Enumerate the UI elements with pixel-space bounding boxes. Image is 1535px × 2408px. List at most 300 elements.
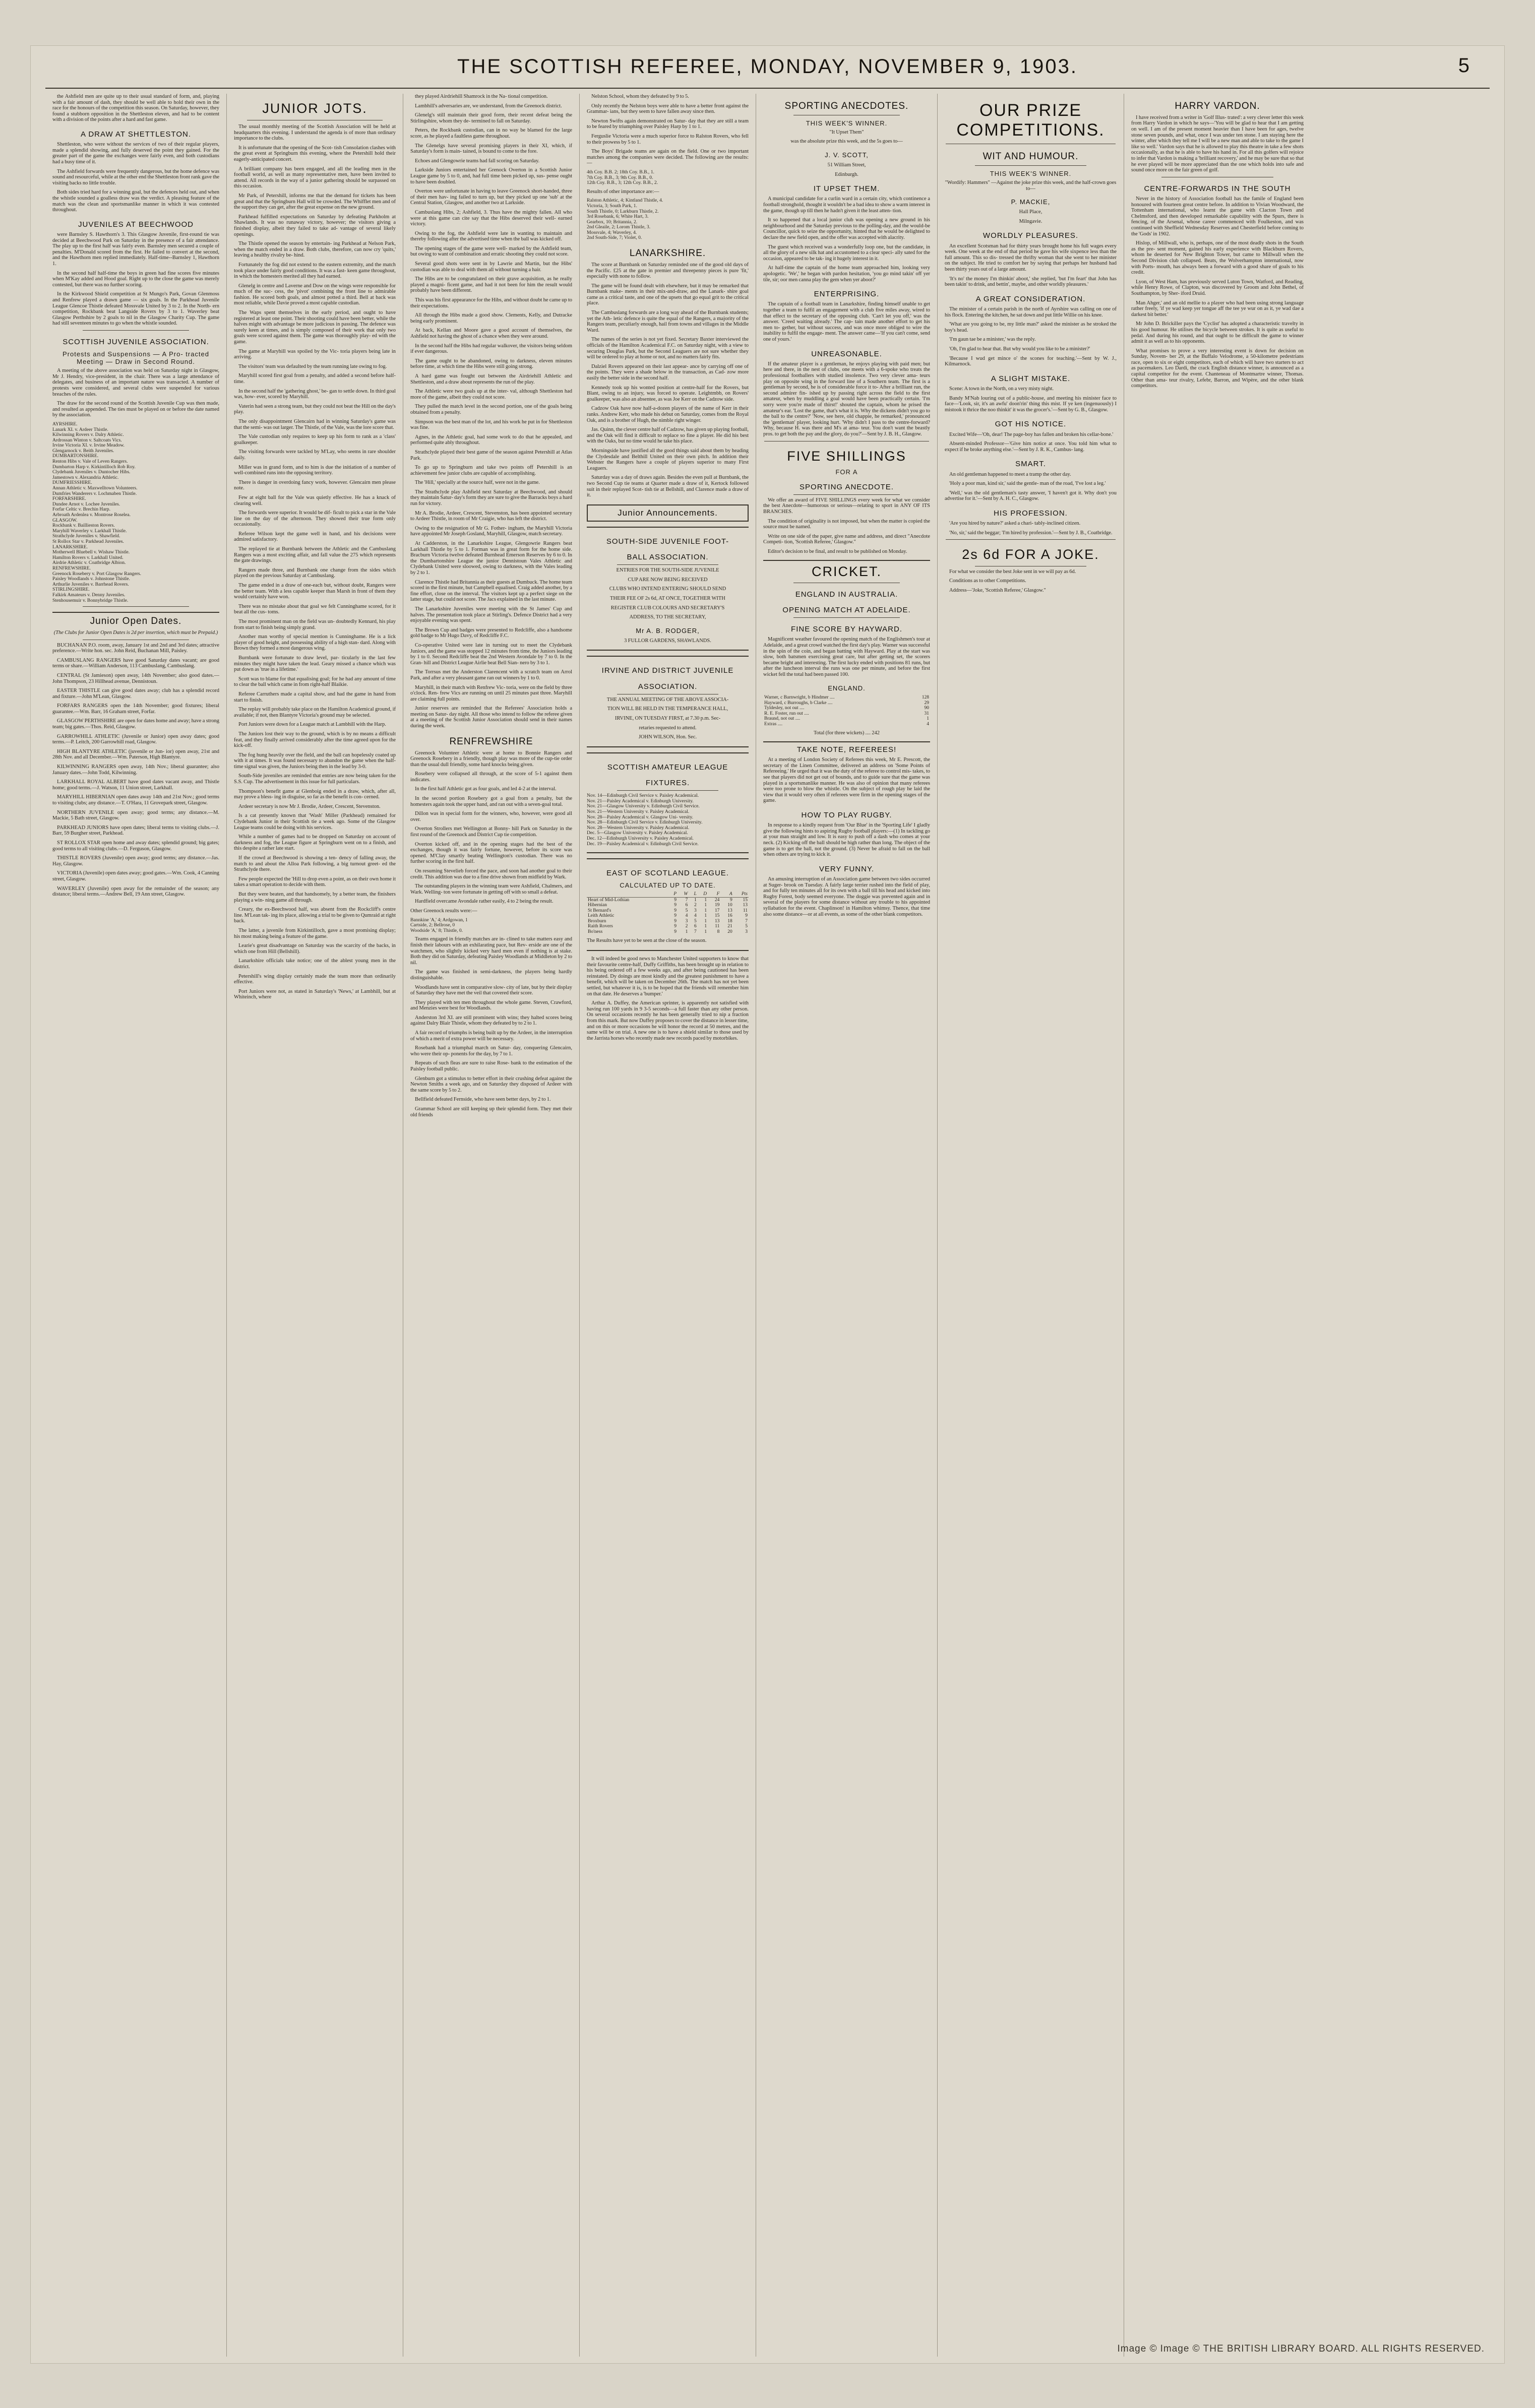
classified-ad: CENTRAL (St Jamieson) open away, 14th November; also good dates.—John Thompson, 23 Hillhead avenue, Dennistoun.	[52, 672, 219, 684]
body-text: Repeats of such fleas are sure to raise Rose- bank to the estimation of the Paisley football public.	[410, 1060, 572, 1072]
body-text: Maryhill, in their match with Renfrew Vic- toria, were on the field by three o'clock. Ren- frew Vics are running on until 25 minutes past three. Maryhill are claiming full points.	[410, 684, 572, 702]
table-row	[587, 913, 749, 919]
heading-junior-announcements: Junior Announcements.	[587, 504, 749, 522]
body-text: Magnificent weather favoured the opening match of the Englishmen's tour at Adelaide, and a great crowd watched the first day's play. Warner was successful in the spin of the coin, and began batting with Hayward. Play at the start was slow, both batsmen exercising great care, but after getting set, the scorers became bright and interesting. The first lucky ended with positions 81 runs, but after the luncheon interval the runs was one per minute, and before the first wicket fell the total had been passed 100.	[763, 637, 930, 677]
body-text: In the second half the Hibs had regular walkover, the visitors being seldom if ever dangerous.	[410, 343, 572, 355]
greenock-results-list	[410, 918, 572, 934]
club-name: Bo'ness	[588, 929, 603, 934]
announcement-south-side-juvenile	[587, 527, 749, 651]
ssj-head-line2: BALL ASSOCIATION.	[627, 552, 709, 561]
heading-got-his-notice: GOT HIS NOTICE.	[995, 420, 1067, 429]
body-text: Scott was to blame for that equalising goal; for he had any amount of time to clear the ball which came in from right-half Blaikie.	[234, 676, 396, 688]
column-4-tail	[587, 956, 749, 1041]
body-text: The Juniors lost their way to the ground, which is by no means a difficult feat, and they finally arrived considerably after the time agreed upon for the kick-off.	[234, 731, 396, 749]
body-text: The minister of a certain parish in the north of Ayrshire was calling on one of his flock. Entering the kitchen, he sat down and put little Willie on his knee.	[945, 306, 1117, 318]
wit-winner-address-1: Hall Place,	[1019, 209, 1042, 215]
heading-how-to-play-rugby: HOW TO PLAY RUGBY.	[801, 811, 892, 820]
masthead-rule	[45, 88, 1490, 89]
body-text: Lambhill's adversaries are, we understand, from the Greenock district.	[415, 103, 562, 109]
body-text: Cambuslang Hibs, 2; Ashfield, 3. Thus have the mighty fallen. All who were at this game can cite say that the Hibs deserved their well- earned victory.	[410, 209, 572, 227]
ssj-secretary-name: Mr A. B. RODGER,	[636, 626, 700, 635]
stat-cell: 5	[685, 908, 688, 913]
body-text: A hard game was fought out between the Airdriehill Athletic and Shettleston, and a draw about represents the run of the play.	[410, 373, 572, 385]
body-text: The Brown Cup and badges were presented to Redcliffe, also a handsome gold badge to Mr Hugo Davy, of Redcliffe F.C.	[410, 627, 572, 639]
runs-scored: 1	[927, 716, 929, 722]
column-grid	[45, 94, 1490, 2357]
ssj-line3: CLUBS WHO INTEND ENTERING SHOULD SEND	[609, 586, 726, 592]
stat-cell: 9	[729, 897, 732, 903]
prize-condition-4: Editor's decision to be final, and result to be published on Monday.	[768, 548, 907, 554]
wit-winner-name: P. MACKIE,	[1011, 198, 1051, 206]
body-text: Overton were unfortunate in having to leave Greenock short-handed, three of their men hav- ing failed to turn up, but they picked up one 'sub' at the Central Station, Glasgow, and another two at Larkside.	[410, 188, 572, 206]
body-text: The Hibs are to be congratulated on their grave acquisition, as he really played a magni- ficent game, and had it not been for him the result would probably have been different.	[410, 276, 572, 294]
result-line: 2nd South-Side, 7; Violet, 0.	[587, 235, 642, 241]
column-3	[403, 94, 580, 2357]
heading-worldly-pleasures: WORLDLY PLEASURES.	[983, 231, 1079, 240]
east-of-scotland-league-table	[587, 858, 749, 951]
body-text: Excited Wife—'Oh, dear! The page-boy has fallen and broken his cellar-bone.'	[949, 431, 1114, 437]
body-text: They pulled the match level in the second portion, one of the goals being obtained from a penalty.	[410, 404, 572, 415]
stat-cell: 9	[745, 913, 748, 919]
heading-smart: SMART.	[1015, 460, 1046, 469]
body-text: The Ashfield forwards were frequently dangerous, but the home defence was sound and resourceful, while at the other end the Shettleston front rank gave the visiting backs no little trouble.	[52, 168, 219, 186]
body-text: At half-time the captain of the home team approached him, looking very apologetic. 'We',' he began with pardon hesitation, 'you go mind takin' off yer tile, sir; oor men canna play the gem when yer aboot?'	[763, 265, 930, 283]
scorecard-team-label: ENGLAND.	[828, 684, 866, 692]
heading-renfrewshire: RENFREWSHIRE	[449, 736, 533, 747]
runs-scored: 29	[924, 700, 929, 706]
classified-ad: GARROWHILL ATHLETIC (Juvenile or Junior) open away dates; good terms.—P. Leitch, 200 Garrowhill road, Glasgow.	[52, 733, 219, 745]
body-text: The replay will probably take place on the Hamilton Academical ground, if available; if not, then Blantyre Victoria's ground may be selected.	[234, 707, 396, 718]
stat-cell: 5	[694, 918, 697, 924]
junior-jots-body	[234, 124, 396, 1000]
body-text: If the amateur player is a gentleman, he enjoys playing with paid men; but here and there, in the nest of clubs, one meets with a 6-spoke who treats the professional footballers with studied insolence. Two very clever ama- teurs play on opposite wing in the forward line of a Southern team. The first is a gentleman by second, he is of considerable force it to- After a brilliant run, the second admirer fin- ished up by passing right across the field to the first amateur, when by muddling a goal would have been practically certain. 'I'm sorry were you're made of thirst!' shouted the captain, whom he prised the amateur's ear. 'Lost the game, that's what it is. Why the dickens didn't you go to the ball to the centre?' 'Now, see here, old chappie, he remarked,' pronounced the 'gentleman' player, looking hurt. 'Why didn't I pass to the centre-forward? Why, because H. was there and M's at ama- teur. You don't want the beastly pros. to get both the pay and the glory, do you?'—Sent by J. B. H., Glasgow.	[763, 361, 930, 437]
heading-unreasonable: UNREASONABLE.	[811, 349, 882, 358]
copyright-icon: Image ©	[1117, 2343, 1157, 2354]
body-text: Another man worthy of special mention is Cunninghame. He is a lick player of good height, and possessing ability of a high stan- dard. Along with Brown they formed a most dangerous wing.	[234, 634, 396, 652]
body-text: The Lanarkshire Juveniles were meeting with the St James' Cup and halves. The presentation took place at Stirling's. Defence District had a very enjoyable evening was spent.	[410, 606, 572, 624]
body-text: Peters, the Rockbank custodian, can in no way be blamed for the large score, as he played a faultless game throughout.	[410, 128, 572, 139]
body-text: The game was finished in semi-darkness, the players being hardly distinguishable.	[410, 969, 572, 981]
joke-condition-2: Conditions as to other Competitions.	[949, 578, 1026, 584]
stat-cell: 9	[674, 897, 677, 903]
batsman-dismissal: Braund, not out ....	[764, 716, 801, 722]
league-table-header	[587, 892, 749, 897]
body-text: Only recently the Nelston boys were able to have a better front against the Grammar- ians, but they seem to have fallen away since then.	[587, 103, 749, 115]
stat-cell: 17	[714, 908, 720, 913]
classified-ad: VICTORIA (Juvenile) open dates away; good gates.—Wm. Cook, 4 Canning street, Glasgow.	[52, 870, 219, 882]
body-text: Owing to the fog, the Ashfield were late in wanting to maintain and thereby following after the advertised time when the ball was kicked off.	[410, 230, 572, 242]
table-row	[763, 706, 930, 711]
league-table-col-header: D	[698, 892, 708, 897]
league-table	[587, 892, 749, 934]
ssj-line1: ENTRIES FOR THE SOUTH-SIDE JUVENILE	[616, 567, 719, 574]
body-text: the Ashfield men are quite up to their usual standard of form, and, playing with a fair amount of dash, they should be well able to hold their own in the race for the honours of the competition this season. On Saturday, however, they found a stubborn opposition in the Shettleston eleven, and had to be content with a division of the points after a hard and fast game.	[52, 94, 219, 123]
body-text: Larkside Juniors entertained her Grenock Overton in a Scottish Junior League game by 5 to 0, and, had full time been picked up, sus- pense ought to have been doubled.	[410, 167, 572, 185]
stat-cell: 3	[694, 908, 697, 913]
stat-cell: 9	[674, 913, 677, 919]
heading-slight-mistake: A SLIGHT MISTAKE.	[991, 374, 1071, 383]
body-text: Junior reserves are reminded that the Referees' Association holds a meeting on Satur- day night. All those who intend to follow the referee given at a meeting of the Scottish Junior Association should send in their names during the week.	[410, 706, 572, 729]
column-3-body	[410, 94, 572, 729]
body-text: This was his first appearance for the Hibs, and without doubt he came up to their expectations.	[410, 297, 572, 309]
body-text: Rangers made three, and Burnbank one change from the sides which played on the previous Saturday at Cambuslang.	[234, 567, 396, 579]
stat-cell: 3	[745, 929, 748, 934]
scottish-amateur-league-fixtures	[587, 752, 749, 853]
wit-winner-text: "Wordify: Hammers" —Against the joke prize this week, and the half-crown goes to—	[945, 180, 1117, 192]
body-text: All through the Hibs made a good show. Clements, Kelly, and Dutracke being early prominent.	[410, 312, 572, 324]
league-table-col-header: W	[678, 892, 689, 897]
fixture-line: Dec. 19—Paisley Academical v. Edinburgh Civil Service.	[587, 841, 699, 847]
body-text: Echoes and Glengowrie teams had fall scoring on Saturday.	[415, 158, 540, 164]
stat-cell: 11	[743, 908, 748, 913]
body-text: The most prominent man on the field was un- doubtedly Kennard, his play from start to finish being simply grand.	[234, 619, 396, 630]
club-name: Raith Rovers	[588, 924, 613, 929]
stat-cell: 9	[674, 924, 677, 929]
body-text: The Cambuslang forwards are a long way ahead of the Burnbank students; yet the Ath- letic defence is quite the equal of the Rangers, a majority of the Rangers team, peculiarly enough, hail from towns and villages in the Middle Ward.	[587, 310, 749, 333]
body-text: Dillon was in special form for the winners, who, however, were good all over.	[410, 811, 572, 822]
classified-ads-list	[52, 643, 219, 898]
body-text: At a meeting of London Society of Referees this week, Mr E. Prescott, the secretary of the Linen Committee, delivered an address on 'Some Points of Refereeing.' He urged that it was the duty of the referee to control mis- takes, to see that players did not get out of bounds, and to guide sure that the game was played in a sportsmanlike manner. He was also of opinion that many referees were too prone to blow the whistle. On the subject of rough play he laid the view that it would very often if referees were firm in the opening stages of the game.	[763, 757, 930, 804]
irvine-line3: IRVINE, ON TUESDAY FIRST, at 7.30 p.m. Sec-	[615, 715, 721, 721]
fixture-line: Nov. 28—Western University v. Paisley Academical.	[587, 825, 690, 831]
prize-condition-2: The condition of originality is not imposed, but when the matter is copied the source must be named.	[763, 518, 930, 530]
body-text: Owing to the resignation of Mr G. Fother- ingham, the Maryhill Victoria have appointed Mr Joseph Gosland, Maryhill, Glasgow, match secretary.	[410, 525, 572, 537]
body-text: Nelston School, whom they defeated by 9 to 5.	[591, 94, 689, 99]
batsman-dismissal: Tyldesley, not out ....	[764, 706, 805, 711]
body-text: Thompson's benefit game at Glenboig ended in a draw, which, after all, may prove a bless- ing in disguise, so far as the benefit is con- cerned.	[234, 788, 396, 800]
body-text: they played Airdriehill Shamrock in the Na- tional competition.	[415, 94, 548, 99]
classified-ad: PARKHEAD JUNIORS have open dates; liberal terms to visiting clubs.—J. Barr, 59 Burgher street, Parkhead.	[52, 825, 219, 837]
body-text: The fog hung heavily over the field, and the ball can hopelessly coated up with it at times. It was found necessary to abandon the game when the half-time signal was given, the Juniors being then in the lead by 3-0.	[234, 752, 396, 770]
fixture-line: Dec. 5—Glasgow University v. Paisley Academical.	[587, 831, 688, 836]
stat-cell: 1	[704, 908, 707, 913]
body-text: Mr John D. Brickiller pays the 'Cyclist' has adopted a characteristic travelty in his good humour. He utilises the bicycle between strokes. It is quite as useful to pedal. And during his round, and that ought to be difficult the game to winner admit it as well as to his opponents.	[1131, 321, 1304, 345]
body-text: The forwards were superior. It would be dif- ficult to pick a star in the Vale line on the day of the afternoon. They showed their true form only occasionally.	[234, 510, 396, 528]
classified-ad: CAMBUSLANG RANGERS have good Saturday dates vacant; are good terms or share.—William Anderson, 113 Cambuslang, Cambuslang.	[52, 657, 219, 669]
club-name: Leith Athletic	[588, 913, 615, 919]
table-row	[587, 897, 749, 903]
heading-it-upset-them: IT UPSET THEM.	[813, 184, 880, 194]
eosl-head: EAST OF SCOTLAND LEAGUE.	[606, 869, 729, 878]
body-text: Morningside have justified all the good things said about them by heading the Clydesdale and Belthill United on their own pitch. In addition their Webster the Rangers have a couple of players superior to many First Leaguers.	[587, 448, 749, 471]
body-text: A meeting of the above association was held on Saturday night in Glasgow, Mr J. Hendry, vice-president, in the chair. There was a large attendance of delegates, and business of an important nature was transacted. A number of protests were considered, and several clubs were suspended for various breaches of the rules.	[52, 368, 219, 397]
stat-cell: 7	[745, 918, 748, 924]
body-text: Few people expected the 'Hill to drop even a point, as on their own home it takes a smart operation to decide with them.	[234, 876, 396, 888]
body-text: Greenock Volunteer Athletic were at home to Bonnie Rangers and Greenock Rosebery in a friendly, though play was more of the cup-tie order than the usual dull friendly, some hard knocks being given.	[410, 750, 572, 768]
stat-cell: 19	[714, 903, 720, 908]
body-text: South-Side juveniles are reminded that entries are now being taken for the S.S. Cup. The advertisement in this issue for full particulars.	[234, 773, 396, 785]
body-text: Fortunately the fog did not extend to the eastern extremity, and the match took place under fairly good conditions. It was a fast- keen game throughout, in which the homesters merited all they had earned.	[234, 262, 396, 280]
league-table-body	[587, 897, 749, 934]
body-text: Learie's great disadvantage on Saturday was the scarcity of the backs, in which one from Hill (Bellshill).	[234, 943, 396, 955]
body-text: Both sides tried hard for a winning goal, but the defences held out, and when the whistle sounded a goalless draw was the verdict. A pleasing feature of the match was the clean and sportsmanlike manner in which it was contested throughout.	[52, 189, 219, 213]
stat-cell: 2	[694, 903, 697, 908]
body-text: Is a cat presently known that 'Wash' Miller (Parkhead) remained for Clydebank Junior in their Scottish tie a week ago. Some of the Glasgow League teams could be doing with his services.	[234, 813, 396, 831]
divider	[83, 330, 189, 331]
divider	[975, 165, 1086, 166]
classified-ad: FORFARS RANGERS open the 14th November; good fixtures; liberal guarantee.—Wm. Barr, 16 Graham street, Forfar.	[52, 703, 219, 715]
ssj-line6: ADDRESS, TO THE SECRETARY,	[629, 614, 706, 620]
body-text: The latter, a juvenile from Kirkintilloch, gave a most promising display; his most making being a feature of the game.	[234, 927, 396, 939]
ssj-secretary-address: 3 FULLOR GARDENS, SHAWLANDS.	[624, 638, 711, 644]
body-text: Few at eight ball for the Vale was quietly effective. He has a knack of clearing well.	[234, 494, 396, 506]
stat-cell: 24	[714, 897, 720, 903]
other-results-list	[587, 198, 749, 241]
body-text: 'I'm gaun tae be a minister,' was the reply.	[949, 337, 1036, 343]
scorecard-total: Total (for three wickets) .... 242	[813, 730, 880, 736]
heading-junior-open-dates: Junior Open Dates.	[52, 612, 219, 627]
club-name: Hibernian	[588, 903, 607, 908]
result-line: South Thistle, 0; Larkburn Thistle, 2.	[587, 209, 659, 214]
body-text: The names of the series is not yet fixed. Secretary Baxter interviewed the officials of the Hamilton Academical F.C. on Saturday night, with a view to securing Douglas Park, but the Second Leaguers are not sure whether they will be ordered to play at home or not, and no matters fairly fits.	[587, 337, 749, 360]
body-text: The Thistle opened the season by entertain- ing Parkhead at Nelson Park, when the match ended in a draw. Both clubs, therefore, can now cry 'quits,' leaving a healthy rivalry be- hind.	[234, 241, 396, 259]
stat-cell: 10	[727, 903, 732, 908]
body-text: At Cadderston, in the Lanarkshire League, Glengowrie Rangers beat Larkhall Thistle by 5 to 1. Forman was in great form for the home side. Bracburn Victoria twelve defeated Burnhead Emerson Reserves by 6 to 0. In the Dumbartonshire League the junior Dennistoun Vales Athletic and Clydebank United were sloowed, owing to darkness, with the Vales leading by 2 to 1.	[410, 541, 572, 576]
classified-ad: HIGH BLANTYRE ATHLETIC (juvenile or Jun- ior) open away, 21st and 28th Nov. and all December.—Wm. Paterson, High Blantyre.	[52, 748, 219, 761]
body-text: Cadzow Oak have now half-a-dozen players of the name of Kerr in their ranks. Andrew Kerr, who made his debut on Saturday, comes from the Royal Oak, and is a brother of Hugh, the nimble right winger.	[587, 406, 749, 423]
heading-very-funny: VERY FUNNY.	[819, 864, 875, 873]
stat-cell: 7	[694, 929, 697, 934]
prize-anecdote-label: SPORTING ANECDOTE.	[800, 482, 894, 491]
body-text: In the Kirkwood Shield competition at St Mungo's Park, Govan Glenmoss and Renfrew played a drawn game — six goals. In the Parkhead Juvenile League Glencoe Thistle defeated Mossvale United by 3 to 2. In the North- ern competition, Rockbank beat Langside Rovers by 3 to 1. Waverley beat Glasgow Perthshire by 2 goals to nil in the Glasgow Charity Cup. The game had still seventeen minutes to go when the whistle sounded.	[52, 291, 219, 327]
body-text: Parkhead fulfilled expectations on Saturday by defeating Parkholm at Shawlands. It was no runaway victory, however; the visitors giving a finished display, albeit they failed to take ad- vantage of several likely openings.	[234, 214, 396, 237]
body-text: On resuming Stevelieb forced the pace, and soon had another goal to their credit. This addition was due to a fine drive shown from midfield by Wark.	[410, 868, 572, 880]
heading-junior-jots: JUNIOR JOTS.	[262, 101, 367, 116]
stat-cell: 1	[704, 918, 707, 924]
body-text: The outstanding players in the winning team were Ashfield, Chalmers, and Wark. Welling- ton were fortunate in getting off with so small a defeat.	[410, 883, 572, 895]
classified-ad: WAVERLEY (Juvenile) open away for the remainder of the season; any distance; liberal terms.—Andrew Bell, 19 Ann street, Glasgow.	[52, 885, 219, 898]
paper-sheet	[30, 45, 1505, 2364]
body-text: The game at Maryhill was spoiled by the Vic- toria players being late in arriving.	[234, 348, 396, 360]
body-text: Mr Park, of Petershill, informs me that the demand for tickets has been great and that the Springburn Hall will be crowded. The Whifflet men and of the support they can get, after the great expense on the new ground.	[234, 193, 396, 211]
heading-draw-at-shettleston: A DRAW AT SHETTLESTON.	[81, 130, 191, 139]
body-text: An excellent Scotsman had for thirty years brought home his full wages every week. One week at the end of that period he gave his wife sixpence less than the full amount. This so dis- tressed the thrifty woman that she went to her minister on the subject. He tried to comfort her by saying that perhaps her husband had been thirty years out of a large amount.	[945, 243, 1117, 272]
body-text: Clarence Thistle had Britannia as their guests at Dumbuck. The home team scored in the first minute, but Campbell equalised. Craig added another, by a fine effort, close on the interval. The visitors kept up a perfect siege on the latter stage, but could not score. The Jacs explained in the last minute.	[410, 579, 572, 603]
body-text: Shettleston, who were without the services of two of their regular players, made a splendid showing, and fully deserved the point they gained. For the greater part of the game the exchanges were fairly even, and both custodians had a busy time of it.	[52, 142, 219, 165]
batsman-dismissal: Hayward, c Burroughs, b Clarke ....	[764, 700, 833, 706]
league-table-col-header: P	[668, 892, 678, 897]
stat-cell: 21	[727, 924, 732, 929]
body-text: But they were beaten, and that handsomely, by a better team, the finishers playing a win- ning game all through.	[234, 891, 396, 903]
announcement-irvine-district	[587, 656, 749, 747]
heading-enterprising: ENTERPRISING.	[814, 290, 880, 299]
stat-cell: 4	[685, 913, 688, 919]
stat-cell: 2	[685, 924, 688, 929]
table-row	[587, 903, 749, 908]
body-text: It so happened that a local junior club was opening a new ground in his neighbourhood and the Saturday previous to the polling-day, and the would-be Councillor, quick to seize the opportunity, hinted that he would be delighted to declare the new field open, and the offer was accepted with alacrity.	[763, 217, 930, 240]
body-text: Hardfield overcame Avondale rather easily, 4 to 2 being the result.	[415, 899, 554, 905]
table-row	[587, 929, 749, 935]
body-text: If the crowd at Beechwood is showing a ten- dency of falling away, the match to and about the Alloa Park following, a big turnout greet- ed the Strathclyde there.	[234, 855, 396, 873]
body-text: An old gentleman happened to meet a tramp the other day.	[949, 471, 1071, 477]
body-text: 'Because I wud get mince o' the scones for teaching.'—Sent by W. J., Kilmarnock.	[945, 355, 1117, 367]
body-text: The game will be found dealt with elsewhere, but it may be remarked that Burnbank make- ments in their mix-and-draw, and the Lanark- shire goal came as a critical taste, and one of the upsets that go equal grit to the critical place.	[587, 283, 749, 306]
stat-cell: 9	[674, 903, 677, 908]
body-text: 'Holy a poor man, kind sir,' said the gentle- man of the road, 'I've lost a leg.'	[949, 481, 1106, 487]
prize-condition-1: We offer an award of FIVE SHILLINGS every week for what we consider the best Anecdote—humorous or serious—relating to sport in ANY OF ITS BRANCHES.	[763, 497, 930, 515]
irvine-line2: TION WILL BE HELD IN THE TEMPERANCE HALL,	[607, 706, 728, 712]
heading-fine-score-hayward: FINE SCORE BY HAYWARD.	[791, 625, 902, 634]
stat-cell: 9	[674, 929, 677, 934]
body-text: Referee Wilson kept the game well in hand, and his decisions were admired satisfactory.	[234, 531, 396, 543]
league-table-col-header: L	[689, 892, 697, 897]
stat-cell: 13	[727, 908, 732, 913]
renfrewshire-body-continued	[410, 936, 572, 1118]
stat-cell: 1	[704, 913, 707, 919]
divider	[617, 790, 718, 791]
body-text: The replayed tie at Burnbank between the Athletic and the Cambuslang Rangers was a most exciting affair, and fall value the 275 which represents the gate drawings.	[234, 546, 396, 564]
library-credit	[1118, 2343, 1485, 2355]
heading-lanarkshire: LANARKSHIRE.	[629, 248, 706, 259]
body-text: Glenelg in centre and Laverne and Dow on the wings were responsible for much of the suc- cess, the 'pivot' combining the front line to admirable fashion. He scored both goals, and almost potted a third. Bell at back was most reliable, while Davie proved a most capable custodian.	[234, 283, 396, 306]
cricket-scorecard	[763, 695, 930, 727]
result-line: 3rd Rosebank, 6; White Hart, 3.	[587, 214, 649, 220]
stat-cell: 11	[715, 924, 720, 929]
body-text: The Torrsus met the Anderston Clarencent with a scratch team on Arrol Park, and after a very pleasant game ran out winners by 1 to 0.	[410, 669, 572, 681]
body-text: Simpson was the best man of the lot, and his work he put in for Shettleston was fine.	[410, 419, 572, 431]
joke-condition-1: For what we consider the best Joke sent in we will pay as 6d.	[949, 568, 1076, 575]
classified-ad: NORTHERN JUVENILE open away; good terms; any distance.—M. Mackie, 5 Bath street, Glasgow.	[52, 809, 219, 821]
club-name: Heart of Mid-Lothian	[588, 897, 630, 903]
table-row	[587, 924, 749, 929]
wit-winner-address-2: Milngavie.	[1019, 218, 1042, 224]
body-text: In response to a kindly request from 'Our Blue' in the 'Sporting Life' I gladly give the following hints to aspiring Rugby football players:—(1) In tackling go at your man straight and low. It is easy to push off a dash who comes at your neck. (2) Kicking off the ball should be high rather than long. The object of the game is to get the ball, not the ground. (3) Never be afraid to fall on the ball when others are trying to kick it.	[763, 822, 930, 858]
stat-cell: 1	[704, 924, 707, 929]
body-text: Hislop, of Millwall, who is, perhaps, one of the most deadly shots in the South as the pre- sent moment, gained his early experience with Blackburn Rovers, whom he deserted for New Brighton Tower, but came to Millwall when the Second Division club collapsed. Beats, the Wolverhampton international, now with Ports- mouth, has always been a forward with a good share of goals to his credit.	[1131, 240, 1304, 276]
page-number: 5	[1458, 54, 1469, 77]
body-text: They played with ten men throughout the whole game. Steven, Crawford, and Menzies were best for Woodlands.	[410, 999, 572, 1011]
credit-text: Image © THE BRITISH LIBRARY BOARD. ALL RIGHTS RESERVED.	[1160, 2343, 1485, 2354]
table-row	[587, 919, 749, 924]
stat-cell: 16	[727, 913, 732, 919]
stat-cell: 4	[694, 913, 697, 919]
body-text: Referee Carruthers made a capital show, and had the game in hand from start to finish.	[234, 691, 396, 703]
body-text: The Strathclyde play Ashfield next Saturday at Beechwood, and should they maintain Satur- day's form they are sure to give the Barracks boys a hard run for victory.	[410, 489, 572, 507]
body-text: Woodlands have sent in comparative slow- city of late, but by their display of Saturday they have met the veil that covered their score.	[410, 984, 572, 996]
result-line: Gearbox, 10; Britannia, 2.	[587, 219, 638, 225]
fixture-line: Nov. 28—Paisley Academical v. Glasgow Uni- versity.	[587, 814, 694, 820]
divider	[83, 606, 189, 607]
fixture-line: Nov. 28—Edinburgh Civil Service v. Edinburgh University.	[587, 820, 703, 826]
stat-cell: 1	[685, 929, 688, 934]
body-text: Glenburn got a stimulus to better effort in their crushing defeat against the Newton Smiths a week ago, and on Saturday they disposed of Ardeer with the same score by 5 to 2.	[410, 1075, 572, 1093]
classified-ad: LARKHALL ROYAL ALBERT have good dates vacant away, and Thistle home; good terms.—J. Watson, 11 Union street, Larkhall.	[52, 779, 219, 791]
heading-cricket: CRICKET.	[763, 560, 930, 580]
anecdote-winner-label: THIS WEEK'S WINNER.	[806, 119, 888, 127]
masthead	[30, 45, 1505, 89]
body-text: 'No, sir,' said the beggar; 'I'm hired by profession.'—Sent by J. B., Coatbridge.	[949, 530, 1113, 536]
body-text: 'Are you hired by nature?' asked a chari- tably-inclined citizen.	[949, 521, 1081, 527]
body-text: The Athletic were two goals up at the inter- val, although Shettleston had more of the game, albeit they could not score.	[410, 389, 572, 400]
runs-scored: 4	[927, 721, 929, 727]
column-2	[227, 94, 403, 2357]
heading-2s6d-for-a-joke: 2s 6d FOR A JOKE.	[962, 547, 1099, 562]
irvine-signature: JOHN WILSON, Hon. Sec.	[638, 734, 697, 740]
batsman-dismissal: R. E. Foster, run out ....	[764, 711, 809, 716]
result-line: Ralston Athletic, 4; Kintland Thistle, 4.	[587, 198, 663, 204]
stat-cell: 6	[685, 903, 688, 908]
stat-cell: 13	[743, 903, 748, 908]
body-text: Maryhill scored first goal from a penalty, and added a second before half-time.	[234, 373, 396, 385]
table-row	[763, 711, 930, 717]
ssj-line5: REGISTER CLUB COLOURS AND SECRETARY'S	[610, 605, 725, 611]
prize-for-label: FOR A	[835, 468, 858, 476]
body-text: 'Oh, I'm glad to hear that. But why would you like to be a minister?'	[949, 346, 1090, 352]
heading-scottish-juvenile-association: SCOTTISH JUVENILE ASSOCIATION.	[63, 337, 209, 346]
body-text: Bandy M'Nab louring out of a public-house, and meeting his minister face to face—'Look, sir, it's an awfu' doon'rin' thing this mist. If ye ken (ingenuously) I mistook it thrice the noo thinkit' it was the grocer's.'—Sent by G. B., Glasgow.	[945, 395, 1117, 413]
league-table-col-header: A	[720, 892, 733, 897]
boys-brigade-results	[587, 170, 749, 186]
stat-cell: 18	[727, 918, 732, 924]
body-text: The visiting forwards were tackled by M'Lay, who seems in rare shoulder daily.	[234, 449, 396, 461]
greenock-results-label: Other Greenock results were:—	[410, 908, 477, 914]
body-text: Port Juniors were down for a League match at Lambhill with the Harp.	[238, 722, 386, 728]
table-row	[763, 695, 930, 701]
league-table-col-header: F	[708, 892, 720, 897]
fixture-line: Nov. 21—Paisley Academical v. Edinburgh University.	[587, 798, 694, 804]
body-text: Absent-minded Professor—'Give him notice at once. You told him what to expect if he broke anything else.'—Sent by J. R. K., Cambus- lang.	[945, 441, 1117, 453]
stat-cell: 3	[685, 918, 688, 924]
anecdote-winner-name: J. V. SCOTT,	[825, 151, 869, 159]
body-text: Rosebery were collapsed all through, at the score of 5-1 against them indicates.	[410, 771, 572, 783]
body-text: Never in the history of Association football has the famile of England been honoured with fourteen great centre before. In addition to Vivian Woodward, the Tottenham international, who learnt the game with Clacton Town and Chelmsford, and then developed remarkable capability with the Spurs, there is fencing, of the Arsenal, whose career commenced with Foulkeston, and was continued with Sheffield Wednesday Reserves and Chesterfield before coming to the 'Gods' in 1902.	[1131, 196, 1304, 237]
body-text: A brilliant company has been engaged, and all the leading men in the football world, as well as many representative men, have been invited to attend. All records in the way of a junior gathering should be surpassed on this occasion.	[234, 166, 396, 189]
divider	[617, 564, 718, 565]
result-line: 7th Coy. B.B., 3; 9th Coy. B.B., 0.	[587, 175, 653, 180]
table-row	[763, 701, 930, 706]
body-text: In the second half half-time the boys in green had fine scores five minutes when M'Kay added and Hood goal. Right up to the close the game was merely contested, but there was no further scoring.	[52, 270, 219, 288]
body-text: The Vale custodian only requires to keep up his form to rank as a 'class' goalkeeper.	[234, 434, 396, 446]
open-dates-note: (The Clubs for Junior Open Dates is 2d per insertion, which must be Prepaid.)	[53, 629, 218, 636]
ssj-head-line1: SOUTH-SIDE JUVENILE FOOT-	[606, 537, 729, 546]
fixture-line: Nov. 14—Edinburgh Civil Service v. Paisley Academical.	[587, 793, 699, 799]
heading-juveniles-at-beechwood: JUVENILES AT BEECHWOOD	[78, 220, 194, 229]
runs-scored: 128	[922, 695, 929, 701]
fixture-line: Dec. 12—Edinburgh University v. Paisley Academical.	[587, 836, 694, 841]
ssj-line2: CUP ARE NOW BEING RECEIVED	[628, 577, 708, 583]
column-4	[580, 94, 756, 2357]
body-text: Ardeer secretary is now Mr J. Brodie, Ardeer, Crescent, Stevenston.	[238, 803, 381, 809]
body-text: Overton kicked off, and in the opening stages had the best of the exchanges, though it was fairly fortune, however, before its score was opened. M'Clay smartly beating Wellington's custodian. There was no further scoring in the first half.	[410, 841, 572, 865]
body-text: It will indeed be good news to Manchester United supporters to know that their favourite centre-half, Duffy Griffiths, has been brought up in relation to his being ordered off a few weeks ago, and after being cautioned has been reinstated. Dy doings are most kindly and the greatest punishment to have a benefit, which will be taken on December 26th. The match has not yet been settled, but whatever it is, is to be hoped that the friends will remember him on that date. He deserves a 'bumper.'	[587, 956, 749, 997]
body-text: 'What are you going to be, my little man?' asked the minister as he stroked the boy's head.	[945, 322, 1117, 333]
stat-cell: 8	[717, 929, 720, 934]
body-text: At back, Kellan and Moore gave a good account of themselves, the Ashfield not having the ghost of a chance when they were around.	[410, 328, 572, 339]
divider	[946, 539, 1116, 540]
heading-take-note-referees: TAKE NOTE, REFEREES!	[763, 741, 930, 754]
fixture-line: Nov. 21—Glasgow University v. Edinburgh Civil Service.	[587, 804, 700, 809]
stat-cell: 7	[685, 897, 688, 903]
juvenile-draw-list: AYRSHIRE. Lanark XI. v. Ardeer Thistle. Kilwinning Rovers v. Dalry Athletic. Ardrossan Winton v. Saltcoats Vics. Irvine Victoria XI. v. Irvine Meadow. Glengarnock v. Beith Juveniles. DUMBARTONSHIRE. Renton Hibs v. Vale of Leven Rangers. Dumbarton Harp v. Kirkintilloch Rob Roy. Clydebank Juveniles v. Duntocher Hibs. Jamestown v. Alexandria Athletic. DUMFRIESSHIRE. Annan Athletic v. Maxwelltown Volunteers. Dumfries Wanderers v. Lochmaben Thistle. FORFARSHIRE. Dundee Arnot v. Lochee Juveniles. Forfar Celtic v. Brechin Harp. Arbroath Ardenlea v. Montrose Roselea. GLASGOW. Rockbank v. Baillieston Rovers. Maryhill Waverley v. Larkhall Thistle. Strathclyde Juveniles v. Shawfield. St Rollox Star v. Parkhead Juveniles. LANARKSHIRE. Motherwell Bluebell v. Wishaw Thistle. Hamilton Rovers v. Larkhall United. Airdrie Athletic v. Coatbridge Albion. RENFREWSHIRE. Greenock Rosebery v. Port Glasgow Rangers. Paisley Woodlands v. Johnstone Thistle. Arthurlie Juveniles v. Barrhead Rovers. STIRLINGSHIRE. Falkirk Amateurs v. Denny Juveniles. Stenhousemuir v. Bonnybridge Thistle.	[52, 421, 142, 603]
body-text: 'It's no' the money I'm thinkin' aboot,' she replied, 'but I'm feart' that John has been takin' to drink, and bettin', maybe, and other worldly pleasures.'	[945, 276, 1117, 288]
league-table-col-header	[587, 892, 668, 897]
irvine-head-line1: IRVINE AND DISTRICT JUVENILE	[601, 666, 734, 675]
body-text: There was no mistake about that goal we felt Cunninghame scored, for it beat all the cus- toms.	[234, 603, 396, 615]
stat-cell: 1	[694, 897, 697, 903]
body-text: Scene: A town in the North, on a very misty night.	[949, 386, 1054, 392]
runs-scored: 31	[924, 711, 929, 716]
fixture-line: Nov. 21—Western University v. Paisley Academical.	[587, 809, 690, 815]
body-text: The captain of a football team in Lanarkshire, finding himself unable to get together a team to fulfil an engagement with a club five miles away, wired to that effect to the secretary of the opposing club. 'Can't let you off,' was the answer. 'Creed waiting already.' The cap- tain made another effort to get his men to- gether, but without success, and was once more obliged to wire the inability to fulfil the engage- ment. The answer came—'If you can't come, send one of yours.'	[763, 301, 930, 342]
body-text: The Boys' Brigade teams are again on the field. One or two important matches among the companies were decided. The following are the results:—	[587, 149, 749, 166]
body-text: The opening stages of the game were well- marked by the Ashfield team, but owing to want of combination and erratic shooting they could not score.	[410, 245, 572, 258]
result-line: 2nd Gleaile, 2; Lorom Thistle, 3.	[587, 225, 651, 230]
body-text: Miller was in grand form, and to him is due the initiation of a number of well-combined runs into the opposing territory.	[234, 464, 396, 476]
body-text: The usual monthly meeting of the Scottish Association will be held at headquarters this evening. I understand the agenda is of more than ordinary importance to the clubs.	[234, 124, 396, 142]
result-line: Bannkine 'A,' 4; Ardgowan, 1	[410, 917, 468, 923]
table-row	[587, 908, 749, 914]
heading-our-prize-competitions: OUR PRIZE COMPETITIONS.	[956, 101, 1105, 140]
